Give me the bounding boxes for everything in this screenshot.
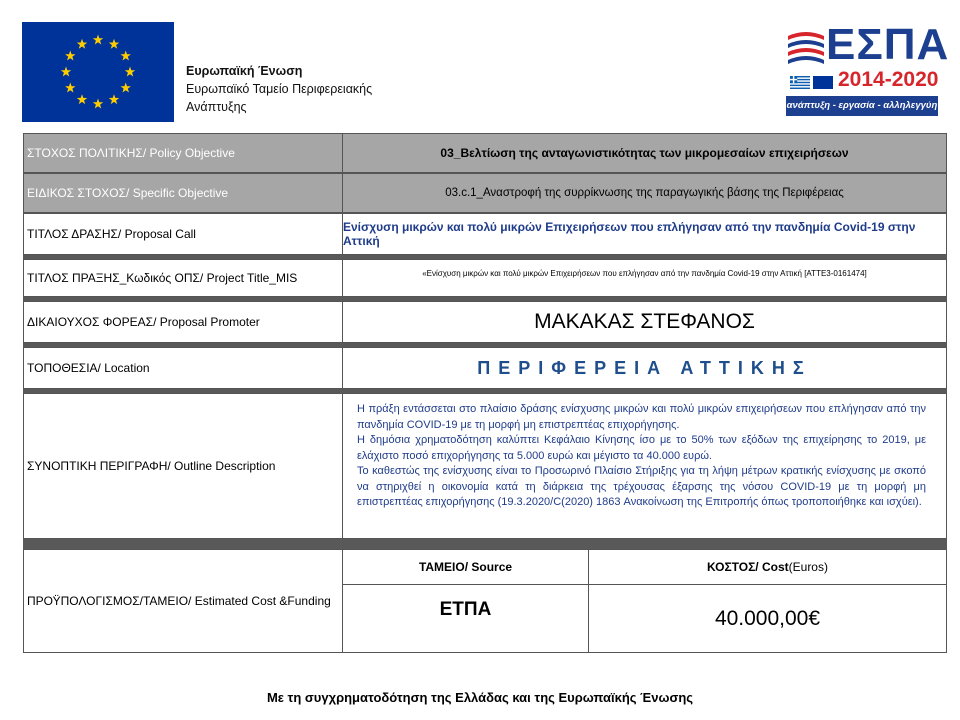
cost-header-main: ΚΟΣΤΟΣ/ Cost: [707, 560, 789, 574]
espa-slogan: ανάπτυξη - εργασία - αλληλεγγύη: [786, 96, 938, 116]
eu-star-icon: [120, 83, 130, 93]
promoter-value: ΜΑΚΑΚΑΣ ΣΤΕΦΑΝΟΣ: [343, 301, 947, 343]
cost-grid: [343, 549, 947, 653]
cost-header: [588, 549, 947, 585]
espa-stripes-icon: [786, 28, 826, 68]
description-value: [343, 393, 947, 539]
espa-years: 2014-2020: [838, 68, 939, 91]
description-paragraph: Το καθεστώς της ενίσχυσης είναι το Προσωρινό Πλαίσιο Στήριξης για τη λήψη μέτρων κρατικής ενίσχυσης με σκοπό να στηριχθεί η οικονομία κατά τη διάρκεια της τρέχουσας έξαρσης της νόσου COVID-19 με τη μορφή μη επιστρεπτέας επιχορήγησης (19.3.2020/C(2020) 1863 Ανακοίνωση της Επιτροπής όπως τροποποιήθηκε και ισχύει).: [357, 465, 926, 508]
espa-logo: [786, 20, 950, 120]
eu-star-icon: [109, 39, 119, 49]
location-row: [23, 347, 947, 389]
cost-header-unit: (Euros): [788, 560, 828, 574]
description-paragraph: Η δημόσια χρηματοδότηση καλύπτει Κεφάλαιο Κίνησης ίσο με το 50% των εξόδων της επιχείρησης το 2019, με ελάχιστο ποσό επιχορήγησης τα 5.000 ευρώ και μέγιστο τα 40.000 ευρώ.: [357, 434, 926, 462]
eu-star-icon: [120, 51, 130, 61]
location-label: ΤΟΠΟΘΕΣΙΑ/ Location: [23, 347, 343, 389]
project-title-label: ΤΙΤΛΟΣ ΠΡΑΞΗΣ_Κωδικός ΟΠΣ/ Project Title_MIS: [23, 259, 343, 297]
cofunding-footer: Με τη συγχρηματοδότηση της Ελλάδας και της Ευρωπαϊκής Ένωσης: [266, 690, 694, 705]
espa-word: ΕΣΠΑ: [826, 20, 950, 69]
eu-star-icon: [93, 35, 103, 45]
row-separator: [23, 539, 947, 549]
source-value: ΕΤΠΑ: [343, 584, 589, 653]
eu-star-icon: [77, 39, 87, 49]
specific-objective-value: 03.c.1_Αναστροφή της συρρίκνωσης της παραγωγικής βάσης της Περιφέρειας: [343, 173, 947, 213]
eu-star-icon: [77, 94, 87, 104]
eu-star-icon: [109, 94, 119, 104]
eu-fund-line: Ευρωπαϊκό Ταμείο Περιφερειακής: [186, 82, 373, 96]
proposal-call-row: [23, 213, 947, 255]
source-header: ΤΑΜΕΙΟ/ Source: [343, 549, 589, 585]
promoter-label: ΔΙΚΑΙΟΥΧΟΣ ΦΟΡΕΑΣ/ Proposal Promoter: [23, 301, 343, 343]
cost-row: [23, 549, 947, 653]
cost-label: ΠΡΟΫΠΟΛΟΓΙΣΜΟΣ/ΤΑΜΕΙΟ/ Estimated Cost &Funding: [23, 549, 343, 653]
cost-value: 40.000,00€: [588, 584, 947, 653]
eu-flag-logo: [22, 22, 174, 122]
greek-flag-icon: [790, 76, 810, 89]
policy-objective-label: ΣΤΟΧΟΣ ΠΟΛΙΤΙΚΗΣ/ Policy Objective: [23, 133, 343, 173]
eu-star-icon: [125, 67, 135, 77]
eu-star-icon: [65, 51, 75, 61]
eu-star-icon: [65, 83, 75, 93]
specific-objective-label: ΕΙΔΙΚΟΣ ΣΤΟΧΟΣ/ Specific Objective: [23, 173, 343, 213]
description-paragraph: Η πράξη εντάσσεται στο πλαίσιο δράσης ενίσχυσης μικρών και πολύ μικρών επιχειρήσεων που επλήγησαν από την πανδημία COVID-19 με τη μορφή μη επιστρεπτέας επιχορήγησης.: [357, 403, 926, 431]
policy-objective-row: [23, 133, 947, 173]
proposal-call-value: Ενίσχυση μικρών και πολύ μικρών Επιχειρήσεων που επλήγησαν από την πανδημία Covid-19 στην Αττική: [343, 213, 947, 255]
eu-star-icon: [61, 67, 71, 77]
policy-objective-value: 03_Βελτίωση της ανταγωνιστικότητας των μικρομεσαίων επιχειρήσεων: [343, 133, 947, 173]
eu-title: Ευρωπαϊκή Ένωση: [186, 64, 303, 78]
project-title-row: [23, 259, 947, 297]
description-row: [23, 393, 947, 539]
proposal-call-label: ΤΙΤΛΟΣ ΔΡΑΣΗΣ/ Proposal Call: [23, 213, 343, 255]
specific-objective-row: [23, 173, 947, 213]
eu-fund-line-2: Ανάπτυξης: [186, 100, 247, 114]
location-value: ΠΕΡΙΦΕΡΕΙΑ ΑΤΤΙΚΗΣ: [343, 347, 947, 389]
eu-mini-flag-icon: [813, 76, 833, 89]
eu-stars-icon: [22, 22, 174, 122]
description-label: ΣΥΝΟΠΤΙΚΗ ΠΕΡΙΓΡΑΦΗ/ Outline Description: [23, 393, 343, 539]
promoter-row: [23, 301, 947, 343]
project-title-value: «Ενίσχυση μικρών και πολύ μικρών Επιχειρήσεων που επλήγησαν από την πανδημία Covid-19 στην Αττική [ΑΤΤΕ3-0161474]: [343, 259, 947, 297]
eu-fund-text: [186, 62, 372, 116]
eu-star-icon: [93, 99, 103, 109]
